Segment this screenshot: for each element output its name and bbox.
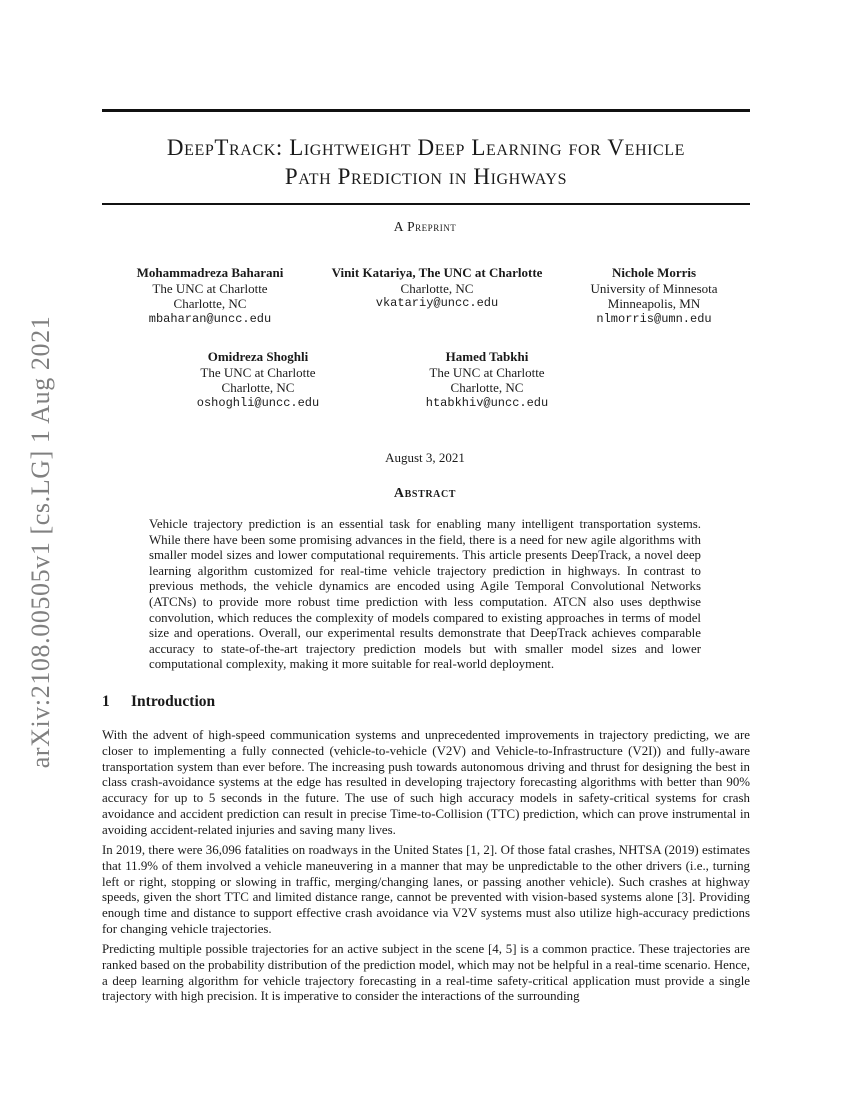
- section-heading: [102, 693, 215, 711]
- author-affiliation: The UNC at Charlotte: [429, 364, 545, 380]
- author-location: Charlotte, NC: [450, 380, 524, 395]
- author-email[interactable]: oshoghli@uncc.edu: [196, 395, 320, 410]
- author-location: Charlotte, NC: [400, 280, 474, 296]
- title-top-rule: [102, 109, 750, 112]
- author-affiliation: The UNC at Charlotte: [200, 364, 316, 380]
- paper-title-line-2: Path Prediction in Highways: [284, 164, 568, 189]
- body-paragraph: Predicting multiple possible trajectories for an active subject in the scene [4, 5] is a common practice. These trajectories are ranked based on the probability distribution of the prediction model, which may not be helpful in a real-time scenario. Hence, a deep learning algorithm for vehicle trajectory forecasting in a real-time safety-critical application must provide a single trajectory with high precision. It is imperative to consider the interactions of the surrounding: [102, 942, 750, 1004]
- author-block: [407, 349, 567, 411]
- section-number: 1: [102, 693, 110, 710]
- author-name: Omidreza Shoghli: [207, 349, 309, 364]
- author-name: Mohammadreza Baharani: [136, 265, 284, 280]
- body-paragraph: In 2019, there were 36,096 fatalities on roadways in the United States [1, 2]. Of those fatal crashes, NHTSA (2019) estimates that 11.9% of them involved a vehicle maneuvering in a manner that may be unpredictable to the other drivers (i.e., turning left or right, stopping or slowing in traffic, merging/changing lanes, or passing another vehicle). Such crashes at highway speeds, given the short TTC and limited distance range, cannot be prevented with vision-based systems alone [3]. Providing enough time and distance to support effective crash avoidance via V2V systems must also utilize high-accuracy predictions for changing vehicle trajectories.: [102, 843, 750, 936]
- author-location: Minneapolis, MN: [607, 296, 701, 311]
- author-location: Charlotte, NC: [173, 296, 247, 311]
- author-affiliation: University of Minnesota: [590, 280, 718, 296]
- author-block: [178, 349, 338, 411]
- author-email[interactable]: nlmorris@umn.edu: [596, 311, 712, 326]
- preprint-label: A Preprint: [393, 219, 457, 234]
- author-name: Nichole Morris: [611, 265, 697, 280]
- author-block: [570, 265, 738, 327]
- author-email[interactable]: htabkhiv@uncc.edu: [425, 395, 549, 410]
- author-block: [320, 265, 554, 312]
- abstract-heading: Abstract: [393, 486, 457, 501]
- publication-date: August 3, 2021: [385, 450, 465, 465]
- title-bottom-rule: [102, 203, 750, 205]
- author-email[interactable]: mbaharan@uncc.edu: [148, 311, 272, 326]
- author-block: [120, 265, 300, 327]
- author-email[interactable]: vkatariy@uncc.edu: [375, 296, 499, 310]
- arxiv-identifier-stamp: arXiv:2108.00505v1 [cs.LG] 1 Aug 2021: [26, 315, 55, 769]
- section-title: Introduction: [131, 693, 216, 710]
- author-name: Hamed Tabkhi: [445, 349, 529, 364]
- author-affiliation: The UNC at Charlotte: [152, 280, 268, 296]
- body-paragraph: With the advent of high-speed communication systems and unprecedented improvements in trajectory predicting, we are closer to implementing a fully connected (vehicle-to-vehicle (V2V) and Vehicle-to-Infrastructure (V2I)) and fully-aware transportation system than ever before. The increasing push towards autonomous driving and thrust for designing the best in class crash-avoidance systems at the edge has resulted in developing trajectory forecasting algorithms with better than 90% accuracy for up to 5 seconds in the future. The use of such high accuracy models in safety-critical systems for crash avoidance and accident prediction can result in precise Time-to-Collision (TTC) prediction, which can prove instrumental in avoiding accident-related injuries and saving many lives.: [102, 728, 750, 837]
- paper-title-line-1: DeepTrack: Lightweight Deep Learning for Vehicle: [166, 135, 686, 160]
- author-location: Charlotte, NC: [221, 380, 295, 395]
- author-name: Vinit Katariya, The UNC at Charlotte: [331, 265, 543, 280]
- abstract-text: Vehicle trajectory prediction is an essential task for enabling many intelligent transportation systems. While there have been some promising advances in the field, there is a need for new agile algorithms with smaller model sizes and lower computational requirements. This article presents DeepTrack, a novel deep learning algorithm customized for real-time vehicle trajectory prediction in highways. In contrast to previous methods, the vehicle dynamics are encoded using Agile Temporal Convolutional Networks (ATCNs) to provide more robust time prediction with less computation. ATCN also uses depthwise convolution, which reduces the complexity of models compared to existing approaches in terms of model size and operations. Overall, our experimental results demonstrate that DeepTrack achieves comparable accuracy to state-of-the-art trajectory prediction models but with smaller model sizes and lower computational complexity, making it more suitable for real-world deployment.: [149, 517, 701, 672]
